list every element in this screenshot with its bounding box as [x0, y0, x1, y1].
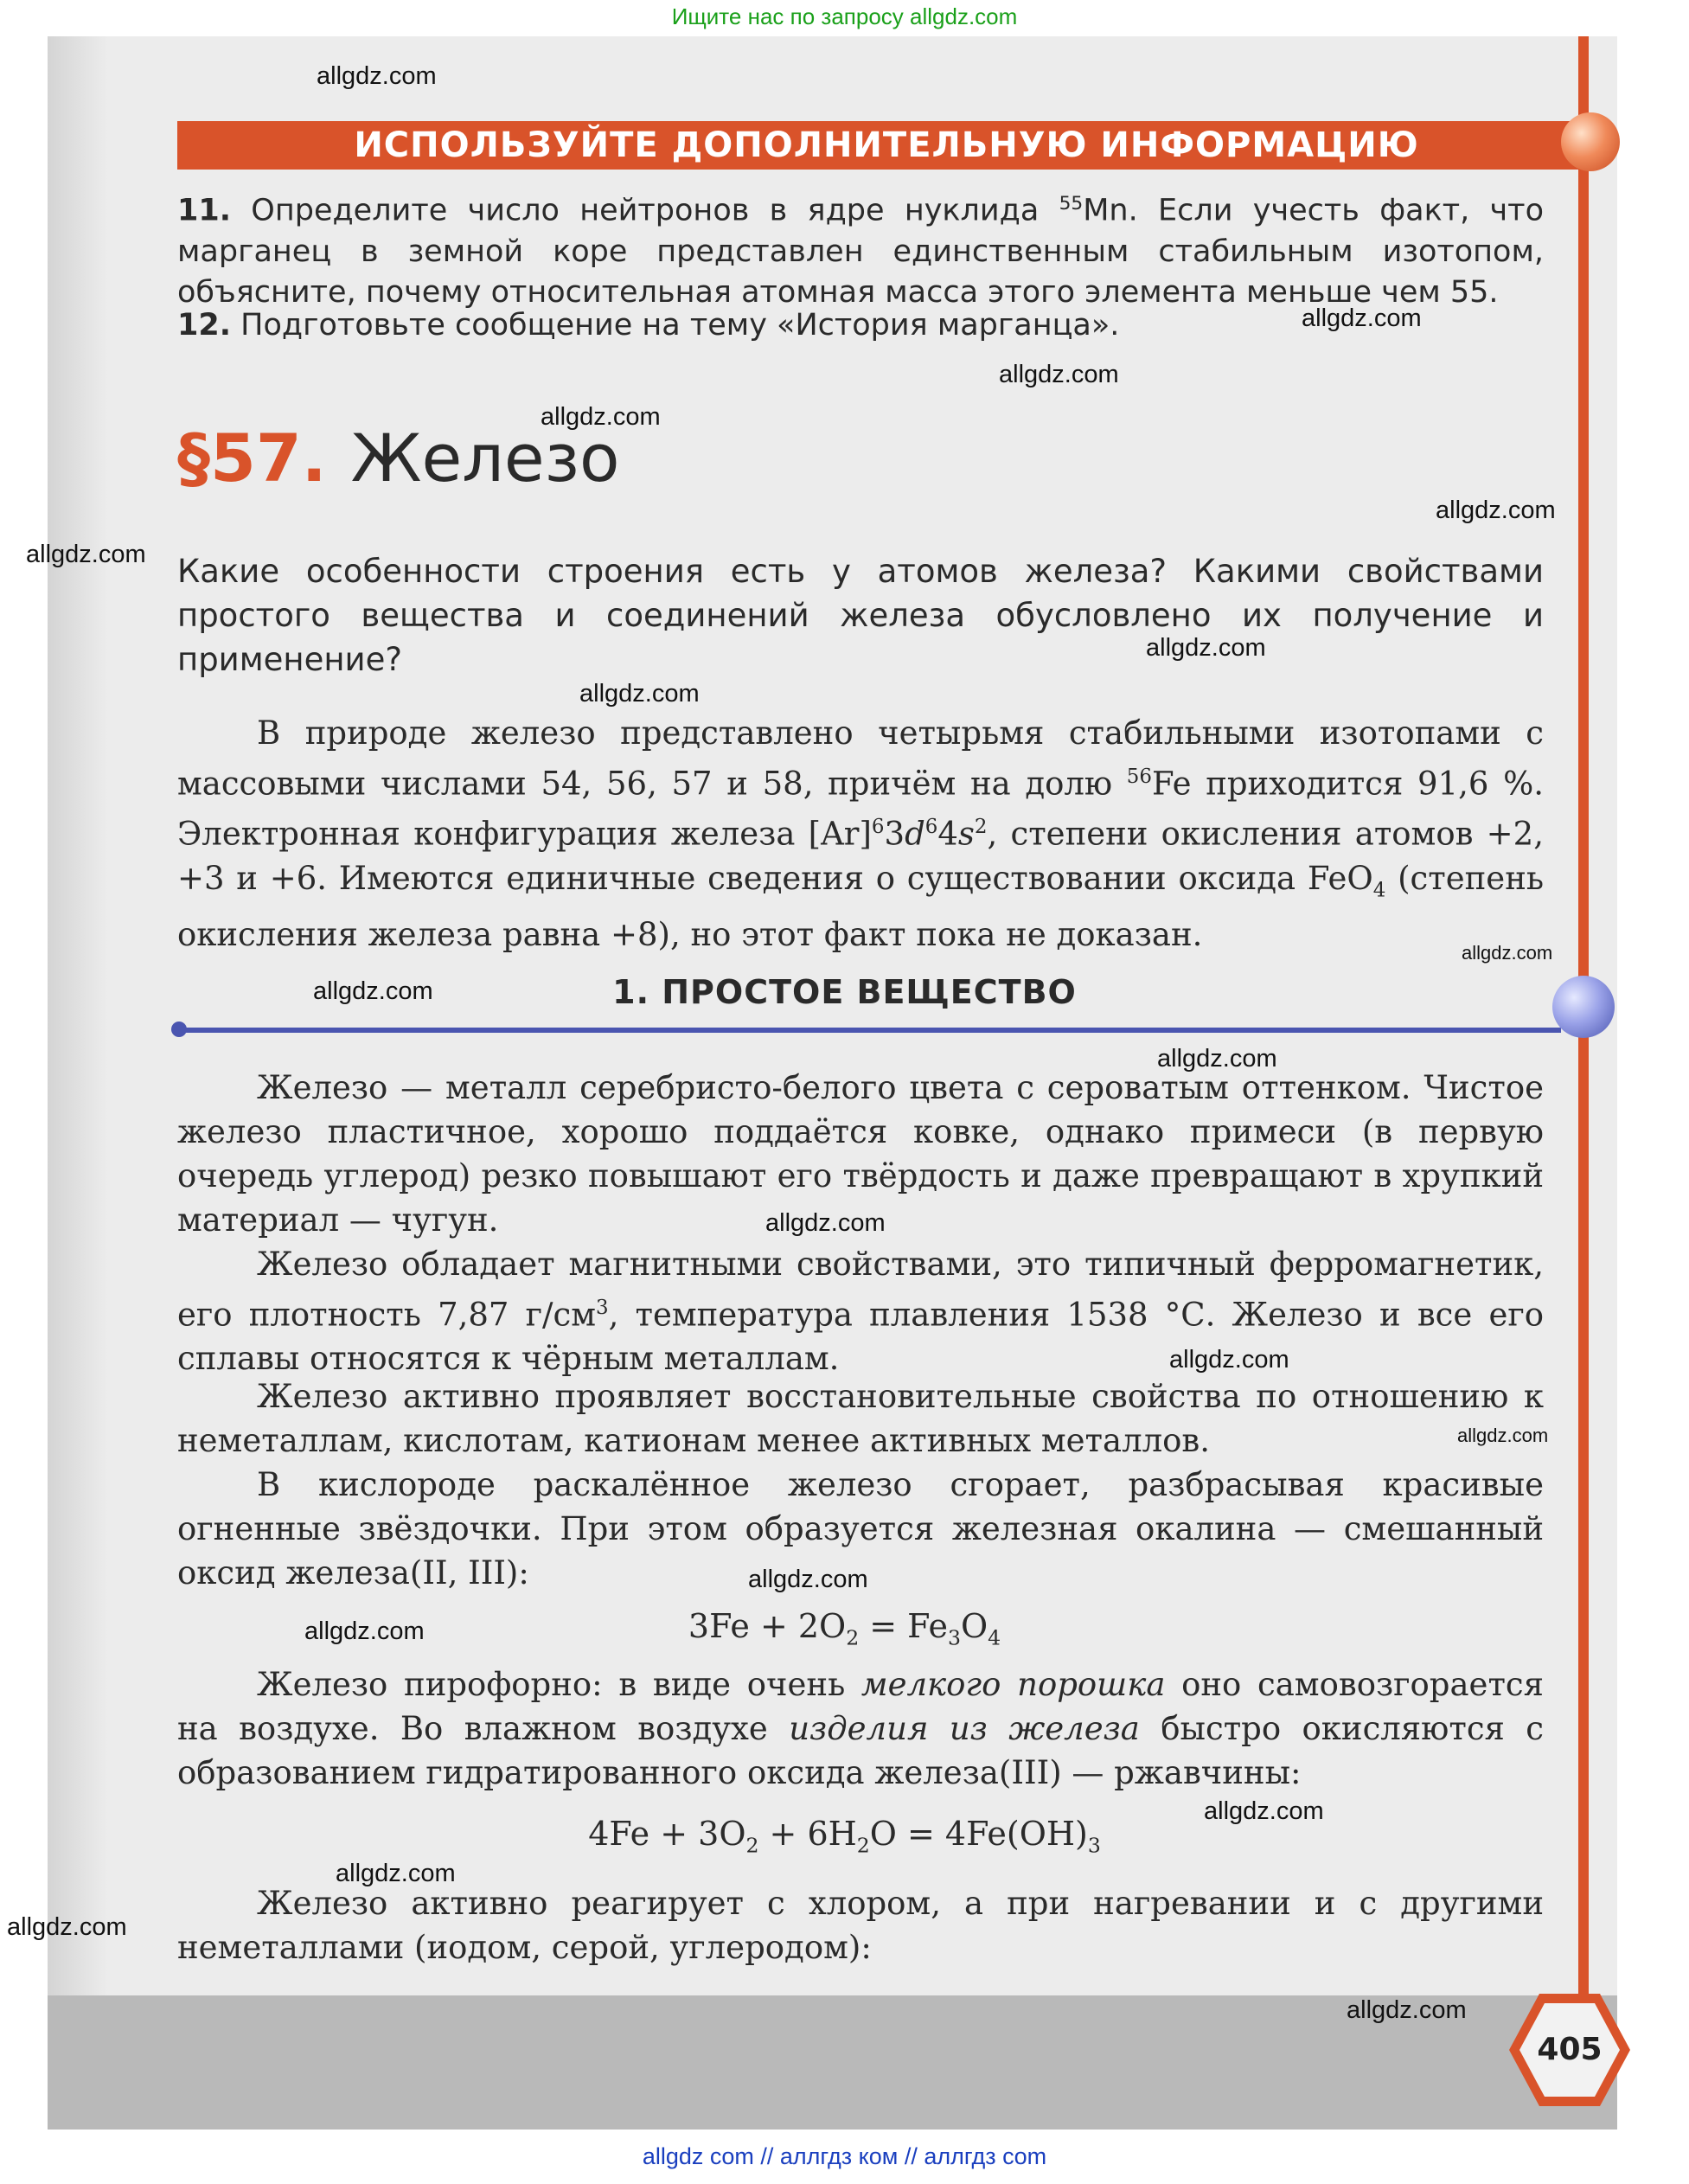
- eq-text: = Fe: [859, 1607, 948, 1645]
- watermark: allgdz.com: [1436, 496, 1556, 524]
- watermark: allgdz.com: [1204, 1797, 1324, 1825]
- watermark: allgdz.com: [1457, 1425, 1549, 1446]
- equation-2: [0, 1815, 1689, 1858]
- watermark: allgdz.com: [336, 1860, 456, 1887]
- isotopes-paragraph: [177, 711, 1544, 957]
- paragraph-6: Железо активно реагирует с хлором, а при нагревании и с другими неметаллами (иодом, серой, углеродом):: [177, 1885, 1544, 1966]
- text: быстро окисляются с образованием гидратированного оксида железа(III) — ржавчины:: [177, 1710, 1544, 1791]
- paragraph-4: В кислороде раскалённое железо сгорает, разбрасывая красивые огненные звёздочки. При этом образуется железная окалина — смешанный оксид железа(II, III):: [177, 1466, 1544, 1592]
- text: Железо обладает магнитными свойствами, это типичный ферромагнетик, его плотность 7,87 г/см: [177, 1246, 1544, 1334]
- eq-text: 3Fe + 2O: [688, 1607, 847, 1645]
- italic-text: изделия из железа: [789, 1710, 1140, 1747]
- watermark: allgdz.com: [1169, 1346, 1289, 1374]
- right-margin-rule: [1578, 36, 1589, 2052]
- eq-text: O = 4Fe(OH): [869, 1815, 1088, 1853]
- italic-text: мелкого порошка: [860, 1666, 1166, 1703]
- watermark: allgdz.com: [1302, 304, 1422, 332]
- eq-text: + 6H: [758, 1815, 857, 1853]
- paragraph-5: [177, 1662, 1544, 1795]
- sub: 4: [1372, 879, 1386, 902]
- sub: 3: [1087, 1833, 1101, 1858]
- watermark: allgdz.com: [748, 1566, 868, 1593]
- mass-number: 55: [1059, 193, 1084, 215]
- sup: 56: [1126, 765, 1152, 788]
- top-search-note: Ищите нас по запросу allgdz.com: [671, 3, 1018, 29]
- section-title: Железо: [350, 420, 620, 496]
- task-number: 11.: [177, 193, 232, 228]
- text: Железо пирофорно: в виде очень: [257, 1666, 861, 1703]
- watermark: allgdz.com: [304, 1617, 425, 1645]
- watermark: allgdz.com: [1146, 634, 1266, 662]
- eq-text: O: [960, 1607, 988, 1645]
- watermark: allgdz.com: [7, 1913, 127, 1941]
- task-text: Определите число нейтронов в ядре нуклида: [231, 193, 1059, 228]
- watermark: allgdz.com: [26, 541, 146, 568]
- orbital-d: d: [905, 815, 925, 853]
- equation-1: [0, 1607, 1689, 1650]
- orbital-s: s: [957, 815, 975, 853]
- text: 3: [884, 815, 905, 853]
- sup: 6: [924, 816, 938, 839]
- task-11: [177, 183, 1544, 313]
- text: , степени окисления атомов +2, +3 и +6. Имеются единичные сведения о существовании оксида FeO: [177, 815, 1544, 897]
- sup: 6: [871, 816, 885, 839]
- watermark: allgdz.com: [541, 403, 661, 431]
- page-number: 405: [1537, 2032, 1603, 2067]
- watermark: allgdz.com: [579, 680, 700, 708]
- blue-ball-icon: [1552, 976, 1615, 1038]
- text: (степень окисления железа равна +8), но этот факт пока не доказан.: [177, 859, 1544, 954]
- text: оно самовозгорается на воздухе. Во влажном воздухе: [177, 1666, 1544, 1747]
- watermark: allgdz.com: [317, 62, 437, 90]
- paragraph-3: Железо активно проявляет восстановительные свойства по отношению к неметаллам, кислотам, катионам менее активных металлов.: [177, 1378, 1544, 1459]
- text: , температура плавления 1538 °С. Железо и все его сплавы относятся к чёрным металлам.: [177, 1296, 1545, 1378]
- task-number: 12.: [177, 308, 232, 343]
- task-text: Подготовьте сообщение на тему «История марганца».: [231, 308, 1120, 343]
- paragraph-2: [177, 1242, 1544, 1380]
- eq-text: 4Fe + 3O: [588, 1815, 746, 1853]
- sup: 2: [974, 816, 988, 839]
- orange-ball-icon: [1561, 112, 1620, 171]
- sup: 3: [596, 1297, 609, 1319]
- sub: 2: [856, 1833, 870, 1858]
- watermark: allgdz.com: [313, 977, 433, 1005]
- watermark: allgdz.com: [765, 1209, 886, 1237]
- paragraph-1: Железо — металл серебристо-белого цвета с сероватым оттенком. Чистое железо пластичное, хорошо поддаётся ковке, однако примеси (в первую очередь углерод) резко повышают его твёрдость и даже превращают в хрупкий материал — чугун.: [177, 1069, 1544, 1239]
- bottom-site-note: allgdz com // аллгдз ком // аллгдз com: [642, 2143, 1047, 2169]
- extra-info-banner: [177, 121, 1596, 170]
- task-text: Mn. Если учесть факт, что марганец в земной коре представлен единственным стабильным изотопом, объясните, почему относительная атомная масса этого элемента меньше чем 55.: [177, 193, 1544, 310]
- subsection-heading: 1. ПРОСТОЕ ВЕЩЕСТВО: [612, 973, 1077, 1011]
- watermark: allgdz.com: [1462, 942, 1553, 964]
- sub: 2: [745, 1833, 759, 1858]
- sub: 4: [988, 1625, 1001, 1650]
- sub: 2: [846, 1625, 860, 1650]
- watermark: allgdz.com: [1347, 1996, 1467, 2024]
- watermark: allgdz.com: [1157, 1045, 1277, 1073]
- intro-question: Какие особенности строения есть у атомов железа? Какими свойствами простого вещества и соединений железа обусловлено их получение и применение?: [177, 553, 1544, 678]
- section-line: [177, 1028, 1561, 1033]
- text: В природе железо представлено четырьмя стабильными изотопами с массовыми числами 54, 56, 57 и 58, причём на долю: [177, 714, 1544, 803]
- watermark: allgdz.com: [999, 361, 1119, 388]
- section-number: §57.: [177, 420, 327, 496]
- text: Fe приходится 91,6 %. Электронная конфигурация железа [Ar]: [177, 765, 1544, 853]
- sub: 3: [947, 1625, 961, 1650]
- text: 4: [937, 815, 958, 853]
- banner-title: ИСПОЛЬЗУЙТЕ ДОПОЛНИТЕЛЬНУЮ ИНФОРМАЦИЮ: [354, 125, 1419, 165]
